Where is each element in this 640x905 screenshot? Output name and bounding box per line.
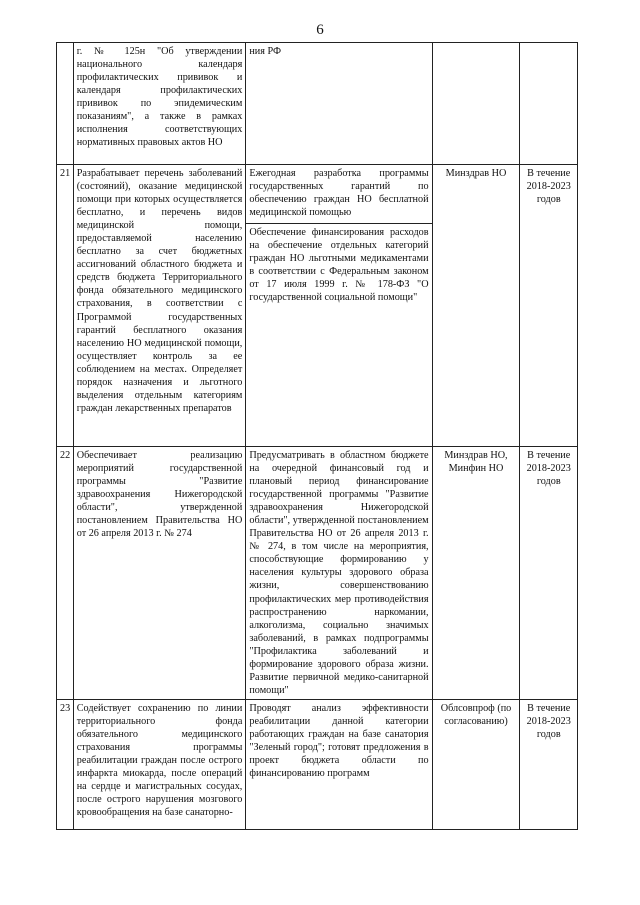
page-number: 6 — [316, 22, 324, 38]
term-cell: В течение 2018-2023 годов — [520, 165, 578, 447]
measure-item: Проводят анализ эффективности реабилитации данной категории работающих граждан на базе санатория "Зеленый город"; готовят предложения в проект бюджета области по финансированию программ — [249, 702, 429, 780]
term-cell: В течение 2018-2023 годов — [520, 699, 578, 829]
action-cell: Разрабатывает перечень заболеваний (состояний), оказание медицинской помощи при которых осуществляется бесплатно, и перечень видов медицинской помощи, предоставляемой населению бесплатно за счет бюджетных ассигнований областного бюджета и средств бюджета Территориального фонда обязательного медицинского страхования, в соответствии с Программой государственных гарантий бесплатного оказания населению НО медицинской помощи, осуществляет контроль за ее соблюдением на местах. Определяет порядок назначения и льготного выделения отдельным категориям граждан лекарственных препаратов — [73, 165, 246, 447]
plan-table — [56, 42, 578, 830]
measure-item: Ежегодная разработка программы государственных гарантий по обеспечению граждан НО бесплатной медицинской помощью — [249, 168, 429, 219]
action-cell: Обеспечивает реализацию мероприятий государственной программы "Развитие здравоохранения Нижегородской области", утвержденной постановлением Правительства НО от 26 апреля 2013 г. № 274 — [73, 447, 246, 700]
measures-cell — [246, 165, 432, 447]
measure-item: Предусматривать в областном бюджете на очередной финансовый год и плановый период финансирование государственной программы "Развитие здравоохранения Нижегородской области", утвержденной постановлением Правительства НО от 26 апреля 2013 г. № 274, в том числе на мероприятия, способствующие формированию у населения культуры здорового образа жизни, совершенствованию профилактических мер противодействия распространению наркомании, алкоголизма, социально значимых заболеваний, в рамках подпрограммы "Профилактика заболеваний и формирование здорового образа жизни. Развитие первичной медико-санитарной помощи" — [249, 450, 429, 696]
executor-cell — [432, 43, 520, 165]
executor-cell: Минздрав НО — [432, 165, 520, 447]
action-cell: Содействует сохранению по линии территориального фонда обязательного медицинского страхования программы реабилитации граждан после острого инфаркта миокарда, после операций на сердце и магистральных сосудах, после острого нарушения мозгового кровообращения на базе санаторно- — [73, 699, 246, 829]
action-cell: г. № 125н "Об утверждении национального календаря профилактических прививок и календаря профилактических прививок по эпидемическим показаниям", а также в рамках исполнения соответствующих нормативных правовых актов НО — [73, 43, 246, 165]
term-cell — [520, 43, 578, 165]
measures-cell — [246, 43, 432, 165]
table-row — [57, 165, 578, 447]
row-number: 21 — [57, 165, 74, 447]
measures-cell — [246, 699, 432, 829]
executor-cell: Минздрав НО, Минфин НО — [432, 447, 520, 700]
table-row — [57, 699, 578, 829]
term-cell: В течение 2018-2023 годов — [520, 447, 578, 700]
measure-item: Обеспечение финансирования расходов на обеспечение отдельных категорий граждан НО льготными медикаментами в соответствии с Федеральным законом от 17 июля 1999 г. № 178-ФЗ "О государственной социальной помощи" — [246, 223, 431, 306]
table-row — [57, 447, 578, 700]
executor-cell: Облсовпроф (по согласованию) — [432, 699, 520, 829]
measures-cell — [246, 447, 432, 700]
measure-item: ния РФ — [249, 46, 282, 57]
row-number — [57, 43, 74, 165]
row-number: 23 — [57, 699, 74, 829]
row-number: 22 — [57, 447, 74, 700]
table-row — [57, 43, 578, 165]
